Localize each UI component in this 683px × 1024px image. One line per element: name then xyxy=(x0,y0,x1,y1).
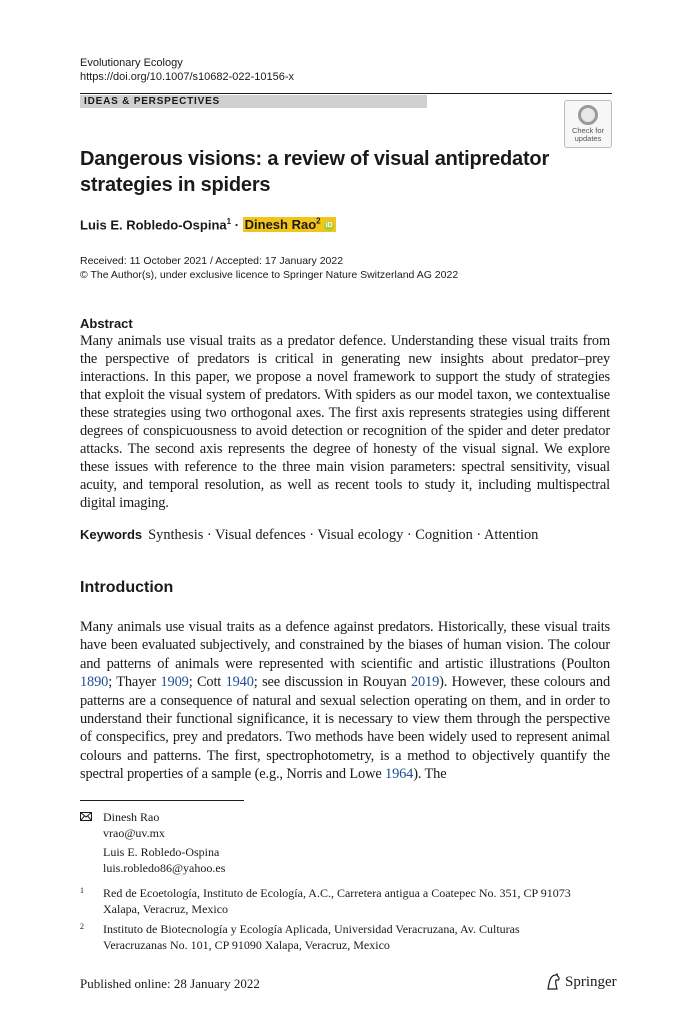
intro-part: ). However, these colours and patterns are a consequence of natural and sexual selection operating on them, and in order to understand their functional significance, it is necessary to view them through the perspective of conspecifics, prey and predators. Two methods have been widely used to represent animal colours and patterns. The first, spectrophotometry, is a method to objectively quantify the spectral properties of a sample (e.g., Norris and Lowe xyxy=(80,674,610,783)
corr-email-1[interactable]: vrao@uv.mx xyxy=(103,825,165,840)
envelope-icon xyxy=(80,812,92,821)
abstract-heading: Abstract xyxy=(80,316,133,331)
footnote-rule xyxy=(80,800,244,801)
corr-name-1: Dinesh Rao xyxy=(103,810,160,824)
citation-link[interactable]: 1909 xyxy=(160,674,189,691)
intro-part: ; Cott xyxy=(188,674,226,691)
keywords xyxy=(80,526,610,544)
affiliation-number: 1 xyxy=(80,886,84,895)
article-dates xyxy=(80,254,458,282)
bookmark-icon xyxy=(578,105,598,125)
intro-part: ). The xyxy=(413,766,447,783)
published-date: Published online: 28 January 2022 xyxy=(80,976,260,991)
article-title: Dangerous visions: a review of visual antipredator strategies in spiders xyxy=(80,148,550,196)
citation-link[interactable]: 1964 xyxy=(385,766,414,783)
corr-name-2: Luis E. Robledo-Ospina xyxy=(103,845,220,859)
section-bar xyxy=(80,93,612,109)
received-accepted: Received: 11 October 2021 / Accepted: 17 January 2022 xyxy=(80,255,344,267)
author-1-sup: 1 xyxy=(226,217,232,226)
corr-email-2[interactable]: luis.robledo86@yahoo.es xyxy=(103,860,226,875)
orcid-icon[interactable]: iD xyxy=(325,222,333,230)
check-updates-badge[interactable] xyxy=(564,100,612,148)
keywords-text: Synthesis · Visual defences · Visual ecology · Cognition · Attention xyxy=(148,527,539,543)
section-tag: IDEAS & PERSPECTIVES xyxy=(80,95,427,108)
introduction-heading: Introduction xyxy=(80,579,174,596)
citation-link[interactable]: 2019 xyxy=(410,674,440,691)
springer-logo[interactable] xyxy=(545,973,617,991)
journal-info xyxy=(80,56,294,84)
affiliation-text: Red de Ecoetología, Instituto de Ecología, A.C., Carretera antigua a Coatepec No. 351, CP 91073 Xalapa, Veracruz, Mexico xyxy=(103,886,571,916)
author-2-sup: 2 xyxy=(316,217,321,226)
author-1[interactable]: Luis E. Robledo-Ospina xyxy=(80,217,227,233)
journal-name: Evolutionary Ecology xyxy=(80,57,183,69)
doi-link[interactable]: https://doi.org/10.1007/s10682-022-10156-x xyxy=(80,71,295,83)
affiliation-text: Instituto de Biotecnología y Ecología Aplicada, Universidad Veracruzana, Av. Culturas Veracruzanas No. 101, CP 91090 Xalapa, Veracruz, Mexico xyxy=(103,922,520,952)
badge-line2: updates xyxy=(574,134,602,143)
intro-part: ; see discussion in Rouyan xyxy=(253,674,411,691)
intro-part: Many animals use visual traits as a defence against predators. Historically, these visual traits have been evaluated subjectively, and constrained by the biases of human vision. The colour and patterns of animals were represented with scientific and artistic illustrations (Poulton xyxy=(80,619,610,672)
author-2-name: Dinesh Rao xyxy=(244,217,317,233)
author-list xyxy=(80,213,336,234)
publisher-name: Springer xyxy=(565,973,617,990)
copyright: © The Author(s), under exclusive licence to Springer Nature Switzerland AG 2022 xyxy=(80,269,459,281)
affiliation-number: 2 xyxy=(80,922,84,931)
springer-horse-icon xyxy=(545,973,561,991)
citation-link[interactable]: 1890 xyxy=(80,674,109,691)
citation-link[interactable]: 1940 xyxy=(225,674,254,691)
keywords-label: Keywords xyxy=(80,527,143,542)
abstract-text: Many animals use visual traits as a predator defence. Understanding these visual traits from the perspective of predators is critical in generating new insights about predator–prey interactions. In this paper, we propose a novel framework to support the study of strategies that exploit the visual system of predators. With spiders as our model taxon, we contextualise these strategies using two orthogonal axes. The first axis represents strategies using different degrees of conspicuousness to avoid detection or recognition of the spider and deter predator attacks. The second axis represents the degree of honesty of the visual signal. We explore these issues with reference to the three main vision parameters: spectral sensitivity, visual acuity, and temporal resolution, as well as recent tools to study it, including multispectral digital imaging. xyxy=(80,333,610,511)
badge-line1: Check for xyxy=(571,126,605,135)
author-2[interactable] xyxy=(243,217,337,232)
author-separator: · xyxy=(231,217,243,233)
introduction-text xyxy=(80,618,610,784)
intro-part: ; Thayer xyxy=(108,674,161,691)
